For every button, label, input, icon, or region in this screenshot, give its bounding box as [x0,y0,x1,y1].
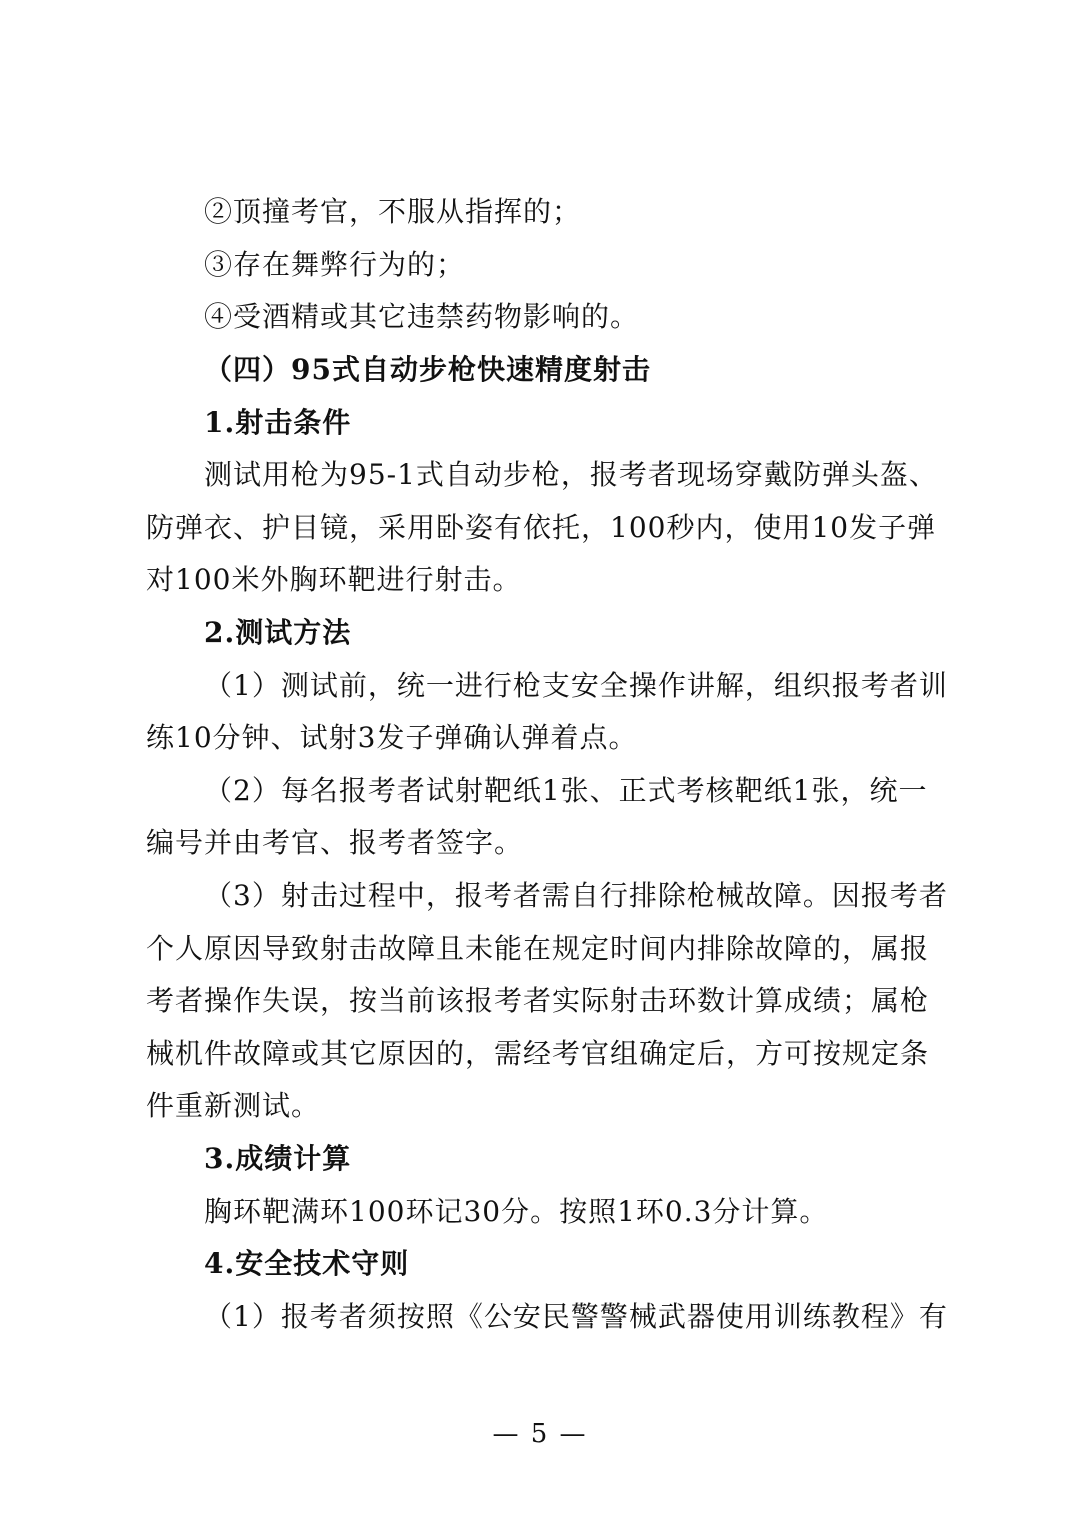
subsection-heading-2: 2.测试方法 [204,616,352,649]
paragraph-line: 编号并由考官、报考者签字。 [146,826,524,859]
paragraph-line: （1）测试前，统一进行枪支安全操作讲解，组织报考者训 [204,669,948,702]
paragraph-line: 练10分钟、试射3发子弹确认弹着点。 [146,721,638,754]
list-item-3: ③存在舞弊行为的； [204,248,466,281]
list-item-4: ④受酒精或其它违禁药物影响的。 [204,300,640,333]
page-number: — 5 — [492,1419,588,1449]
paragraph-line: （2）每名报考者试射靶纸1张、正式考核靶纸1张，统一 [204,774,928,807]
subsection-heading-1: 1.射击条件 [204,406,352,439]
paragraph-line: 械机件故障或其它原因的，需经考官组确定后，方可按规定条 [146,1037,930,1070]
paragraph-line: 胸环靶满环100环记30分。按照1环0.3分计算。 [204,1195,829,1228]
section-heading: （四）95式自动步枪快速精度射击 [204,353,651,386]
subsection-heading-3: 3.成绩计算 [204,1142,352,1175]
list-item-2: ②顶撞考官，不服从指挥的； [204,195,582,228]
paragraph-line: （3）射击过程中，报考者需自行排除枪械故障。因报考者 [204,879,948,912]
paragraph-line: （1）报考者须按照《公安民警警械武器使用训练教程》有 [204,1300,948,1333]
paragraph-line: 防弹衣、护目镜，采用卧姿有依托，100秒内，使用10发子弹 [146,511,937,544]
paragraph-line: 考者操作失误，按当前该报考者实际射击环数计算成绩；属枪 [146,984,930,1017]
paragraph-line: 件重新测试。 [146,1089,321,1122]
paragraph-line: 对100米外胸环靶进行射击。 [146,563,522,596]
paragraph-line: 测试用枪为95-1式自动步枪，报考者现场穿戴防弹头盔、 [204,458,938,491]
paragraph-line: 个人原因导致射击故障且未能在规定时间内排除故障的，属报 [146,932,930,965]
subsection-heading-4: 4.安全技术守则 [204,1247,410,1280]
